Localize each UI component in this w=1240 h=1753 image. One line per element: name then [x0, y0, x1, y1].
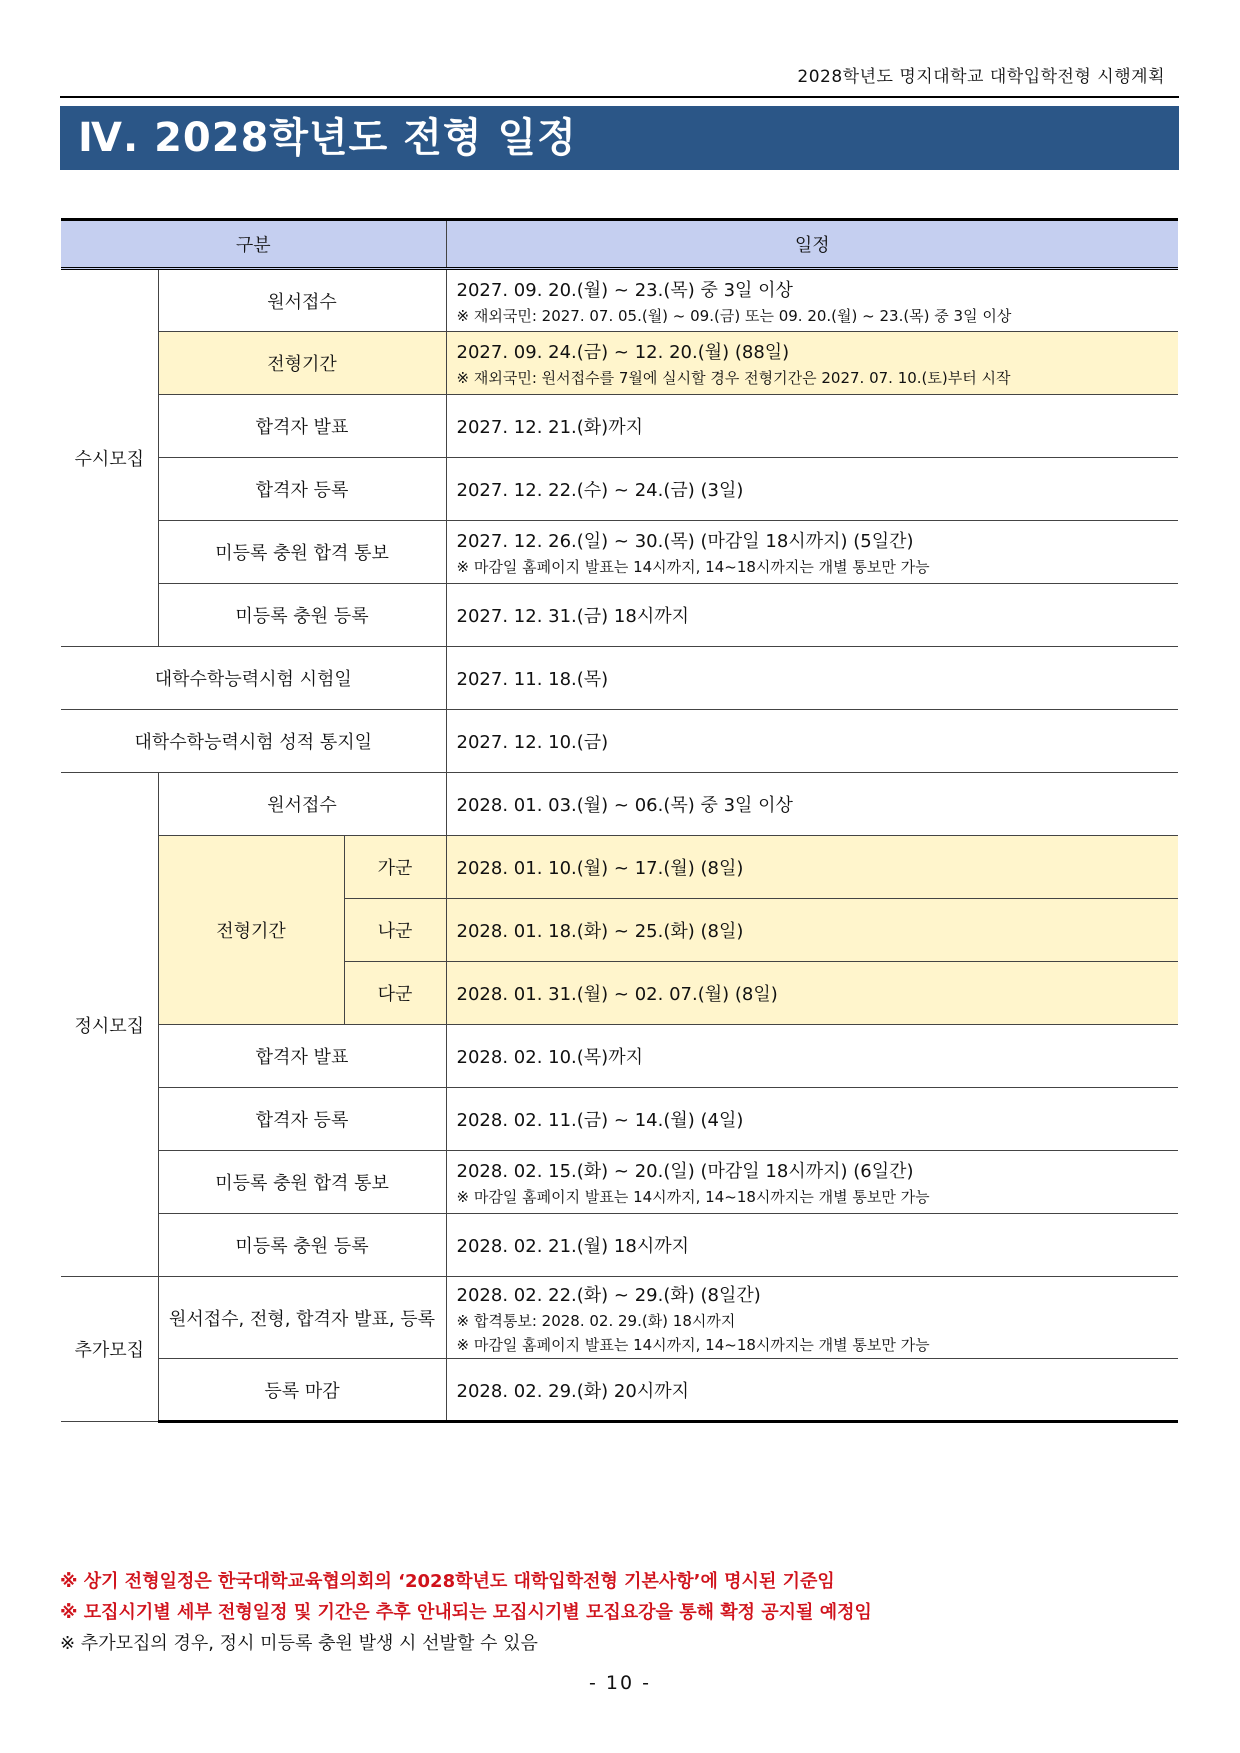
row-label: 대학수학능력시험 시험일	[61, 647, 446, 710]
row-label: 대학수학능력시험 성적 통지일	[61, 710, 446, 773]
row-label: 합격자 발표	[158, 395, 446, 458]
value-main: 2027. 12. 26.(일) ~ 30.(목) (마감일 18시까지) (5일간)	[456, 531, 914, 552]
table-row	[61, 332, 1178, 395]
row-label: 원서접수	[158, 269, 446, 332]
sub-label: 다군	[344, 962, 446, 1025]
value-main: 2027. 12. 31.(금) 18시까지	[456, 606, 689, 627]
value-note: ※ 마감일 홈페이지 발표는 14시까지, 14~18시까지는 개별 통보만 가능	[456, 1188, 930, 1206]
row-value	[446, 899, 1178, 962]
table-row	[61, 773, 1178, 836]
footnotes	[60, 1566, 872, 1659]
value-note: ※ 재외국민: 2027. 07. 05.(월) ~ 09.(금) 또는 09. 20.(월) ~ 23.(목) 중 3일 이상	[456, 306, 1012, 325]
row-value	[446, 1151, 1178, 1214]
table-row	[61, 395, 1178, 458]
page-number: - 10 -	[589, 1672, 651, 1694]
value-main: 2027. 11. 18.(목)	[456, 669, 609, 690]
row-value	[446, 962, 1178, 1025]
row-label: 미등록 충원 등록	[158, 584, 446, 647]
row-value	[446, 836, 1178, 899]
value-main: 2028. 02. 10.(목)까지	[456, 1047, 643, 1068]
sub-label: 나군	[344, 899, 446, 962]
table-header-row	[61, 220, 1178, 269]
sub-label: 가군	[344, 836, 446, 899]
row-value	[446, 584, 1178, 647]
row-label: 전형기간	[158, 332, 446, 395]
row-label: 합격자 등록	[158, 1088, 446, 1151]
value-main: 2028. 02. 29.(화) 20시까지	[456, 1380, 689, 1402]
row-label-period: 전형기간	[158, 836, 344, 1025]
column-header-schedule: 일정	[446, 220, 1178, 269]
row-value	[446, 1214, 1178, 1277]
table-row	[61, 647, 1178, 710]
footnote-red: ※ 상기 전형일정은 한국대학교육협의회의 ‘2028학년도 대학입학전형 기본사항’에 명시된 기준임	[60, 1571, 835, 1592]
value-main: 2027. 09. 20.(월) ~ 23.(목) 중 3일 이상	[456, 279, 793, 301]
schedule-table	[61, 218, 1178, 1423]
row-label: 합격자 발표	[158, 1025, 446, 1088]
table-row	[61, 1025, 1178, 1088]
row-value	[446, 773, 1178, 836]
row-value	[446, 710, 1178, 773]
section-title-banner: Ⅳ. 2028학년도 전형 일정	[60, 106, 1179, 170]
value-main: 2027. 12. 21.(화)까지	[456, 417, 643, 438]
value-main: 2028. 01. 03.(월) ~ 06.(목) 중 3일 이상	[456, 795, 793, 816]
value-main: 2028. 02. 21.(월) 18시까지	[456, 1236, 689, 1257]
value-note: ※ 마감일 홈페이지 발표는 14시까지, 14~18시까지는 개별 통보만 가능	[456, 1335, 930, 1354]
footnote: ※ 추가모집의 경우, 정시 미등록 충원 발생 시 선발할 수 있음	[60, 1633, 538, 1654]
value-main: 2028. 02. 22.(화) ~ 29.(화) (8일간)	[456, 1284, 761, 1306]
row-label: 미등록 충원 합격 통보	[158, 521, 446, 584]
group-label-jeongsi: 정시모집	[61, 773, 158, 1277]
row-label: 등록 마감	[158, 1359, 446, 1422]
table-row	[61, 836, 1178, 899]
row-value	[446, 332, 1178, 395]
row-value	[446, 647, 1178, 710]
group-label-chuga: 추가모집	[61, 1277, 158, 1422]
row-value	[446, 458, 1178, 521]
row-value	[446, 395, 1178, 458]
column-header-category: 구분	[61, 220, 446, 269]
row-label: 미등록 충원 등록	[158, 1214, 446, 1277]
value-main: 2028. 01. 31.(월) ~ 02. 07.(월) (8일)	[456, 984, 778, 1005]
row-value	[446, 1277, 1178, 1359]
group-label-susi: 수시모집	[61, 269, 158, 647]
value-main: 2027. 12. 10.(금)	[456, 732, 609, 753]
footnote-red: ※ 모집시기별 세부 전형일정 및 기간은 추후 안내되는 모집시기별 모집요강을 통해 확정 공지될 예정임	[60, 1602, 872, 1623]
value-note: ※ 합격통보: 2028. 02. 29.(화) 18시까지	[456, 1311, 736, 1330]
table-row	[61, 710, 1178, 773]
row-label: 원서접수, 전형, 합격자 발표, 등록	[158, 1277, 446, 1359]
table-row	[61, 269, 1178, 332]
value-main: 2027. 09. 24.(금) ~ 12. 20.(월) (88일)	[456, 342, 790, 363]
table-row	[61, 1359, 1178, 1422]
value-main: 2028. 02. 11.(금) ~ 14.(월) (4일)	[456, 1110, 744, 1131]
table-row	[61, 1151, 1178, 1214]
table-row	[61, 458, 1178, 521]
table-row	[61, 584, 1178, 647]
row-value	[446, 1025, 1178, 1088]
table-row	[61, 1088, 1178, 1151]
table-row	[61, 1214, 1178, 1277]
table-row	[61, 1277, 1178, 1359]
row-label: 미등록 충원 합격 통보	[158, 1151, 446, 1214]
document-header-title: 2028학년도 명지대학교 대학입학전형 시행계획	[797, 67, 1165, 87]
value-note: ※ 마감일 홈페이지 발표는 14시까지, 14~18시까지는 개별 통보만 가능	[456, 558, 930, 576]
row-value	[446, 1088, 1178, 1151]
row-value	[446, 521, 1178, 584]
row-value	[446, 269, 1178, 332]
header-divider	[60, 96, 1179, 98]
row-value	[446, 1359, 1178, 1422]
value-main: 2028. 01. 10.(월) ~ 17.(월) (8일)	[456, 858, 744, 879]
value-note: ※ 재외국민: 원서접수를 7월에 실시할 경우 전형기간은 2027. 07. 10.(토)부터 시작	[456, 369, 1011, 387]
value-main: 2028. 02. 15.(화) ~ 20.(일) (마감일 18시까지) (6일간)	[456, 1161, 914, 1182]
value-main: 2028. 01. 18.(화) ~ 25.(화) (8일)	[456, 921, 744, 942]
value-main: 2027. 12. 22.(수) ~ 24.(금) (3일)	[456, 480, 744, 501]
row-label: 합격자 등록	[158, 458, 446, 521]
table-row	[61, 521, 1178, 584]
row-label: 원서접수	[158, 773, 446, 836]
